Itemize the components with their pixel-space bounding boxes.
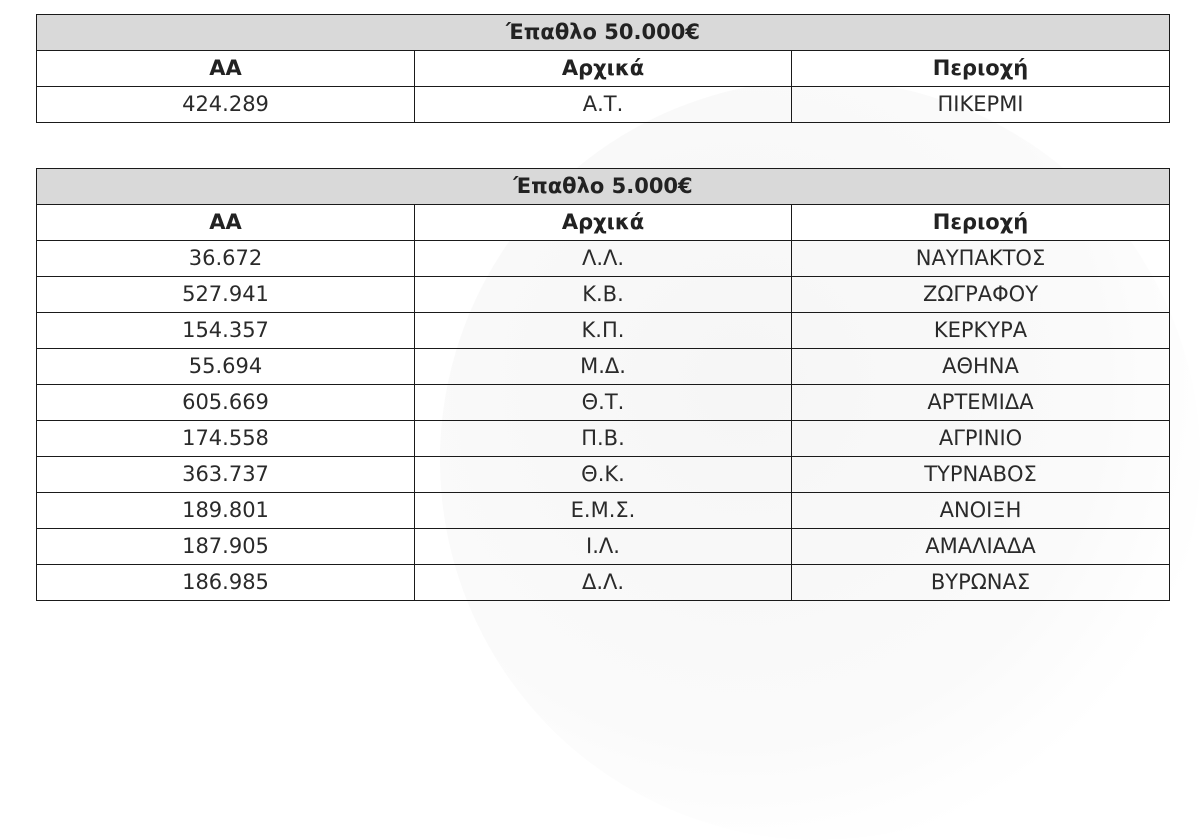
cell-initials: Α.Τ. xyxy=(415,87,792,123)
table-row xyxy=(37,529,1170,565)
cell-region: ΠΙΚΕΡΜΙ xyxy=(792,87,1170,123)
column-header-aa: ΑΑ xyxy=(37,51,415,87)
table-row xyxy=(37,385,1170,421)
table-body xyxy=(37,241,1170,601)
cell-aa: 363.737 xyxy=(37,457,415,493)
table-row xyxy=(37,493,1170,529)
cell-region: ΑΡΤΕΜΙΔΑ xyxy=(792,385,1170,421)
table-row xyxy=(37,421,1170,457)
cell-aa: 186.985 xyxy=(37,565,415,601)
cell-initials: Ε.Μ.Σ. xyxy=(415,493,792,529)
cell-aa: 424.289 xyxy=(37,87,415,123)
cell-region: ΑΘΗΝΑ xyxy=(792,349,1170,385)
cell-aa: 36.672 xyxy=(37,241,415,277)
column-header-aa: ΑΑ xyxy=(37,205,415,241)
cell-region: ΖΩΓΡΑΦΟΥ xyxy=(792,277,1170,313)
table-title-row xyxy=(37,169,1170,205)
cell-initials: Θ.Τ. xyxy=(415,385,792,421)
cell-region: ΤΥΡΝΑΒΟΣ xyxy=(792,457,1170,493)
table-row xyxy=(37,87,1170,123)
table-title-row xyxy=(37,15,1170,51)
table-title: Έπαθλο 5.000€ xyxy=(37,169,1170,205)
table-row xyxy=(37,277,1170,313)
table-header-row xyxy=(37,205,1170,241)
table-row xyxy=(37,565,1170,601)
cell-aa: 527.941 xyxy=(37,277,415,313)
prize-table-5000 xyxy=(36,168,1170,601)
cell-region: ΒΥΡΩΝΑΣ xyxy=(792,565,1170,601)
cell-region: ΚΕΡΚΥΡΑ xyxy=(792,313,1170,349)
table-row xyxy=(37,349,1170,385)
cell-aa: 605.669 xyxy=(37,385,415,421)
column-header-initials: Αρχικά xyxy=(415,51,792,87)
column-header-region: Περιοχή xyxy=(792,51,1170,87)
cell-initials: Λ.Λ. xyxy=(415,241,792,277)
table-body xyxy=(37,87,1170,123)
table-row xyxy=(37,313,1170,349)
table-header-row xyxy=(37,51,1170,87)
cell-initials: Μ.Δ. xyxy=(415,349,792,385)
table-title: Έπαθλο 50.000€ xyxy=(37,15,1170,51)
cell-initials: Κ.Π. xyxy=(415,313,792,349)
cell-initials: Δ.Λ. xyxy=(415,565,792,601)
cell-initials: Π.Β. xyxy=(415,421,792,457)
cell-aa: 174.558 xyxy=(37,421,415,457)
cell-aa: 187.905 xyxy=(37,529,415,565)
cell-region: ΑΓΡΙΝΙΟ xyxy=(792,421,1170,457)
prize-table-50000 xyxy=(36,14,1170,123)
cell-aa: 55.694 xyxy=(37,349,415,385)
cell-region: ΑΜΑΛΙΑΔΑ xyxy=(792,529,1170,565)
column-header-region: Περιοχή xyxy=(792,205,1170,241)
cell-initials: Ι.Λ. xyxy=(415,529,792,565)
table-row xyxy=(37,457,1170,493)
cell-region: ΑΝΟΙΞΗ xyxy=(792,493,1170,529)
cell-aa: 154.357 xyxy=(37,313,415,349)
cell-aa: 189.801 xyxy=(37,493,415,529)
cell-region: ΝΑΥΠΑΚΤΟΣ xyxy=(792,241,1170,277)
table-row xyxy=(37,241,1170,277)
cell-initials: Θ.Κ. xyxy=(415,457,792,493)
column-header-initials: Αρχικά xyxy=(415,205,792,241)
cell-initials: Κ.Β. xyxy=(415,277,792,313)
